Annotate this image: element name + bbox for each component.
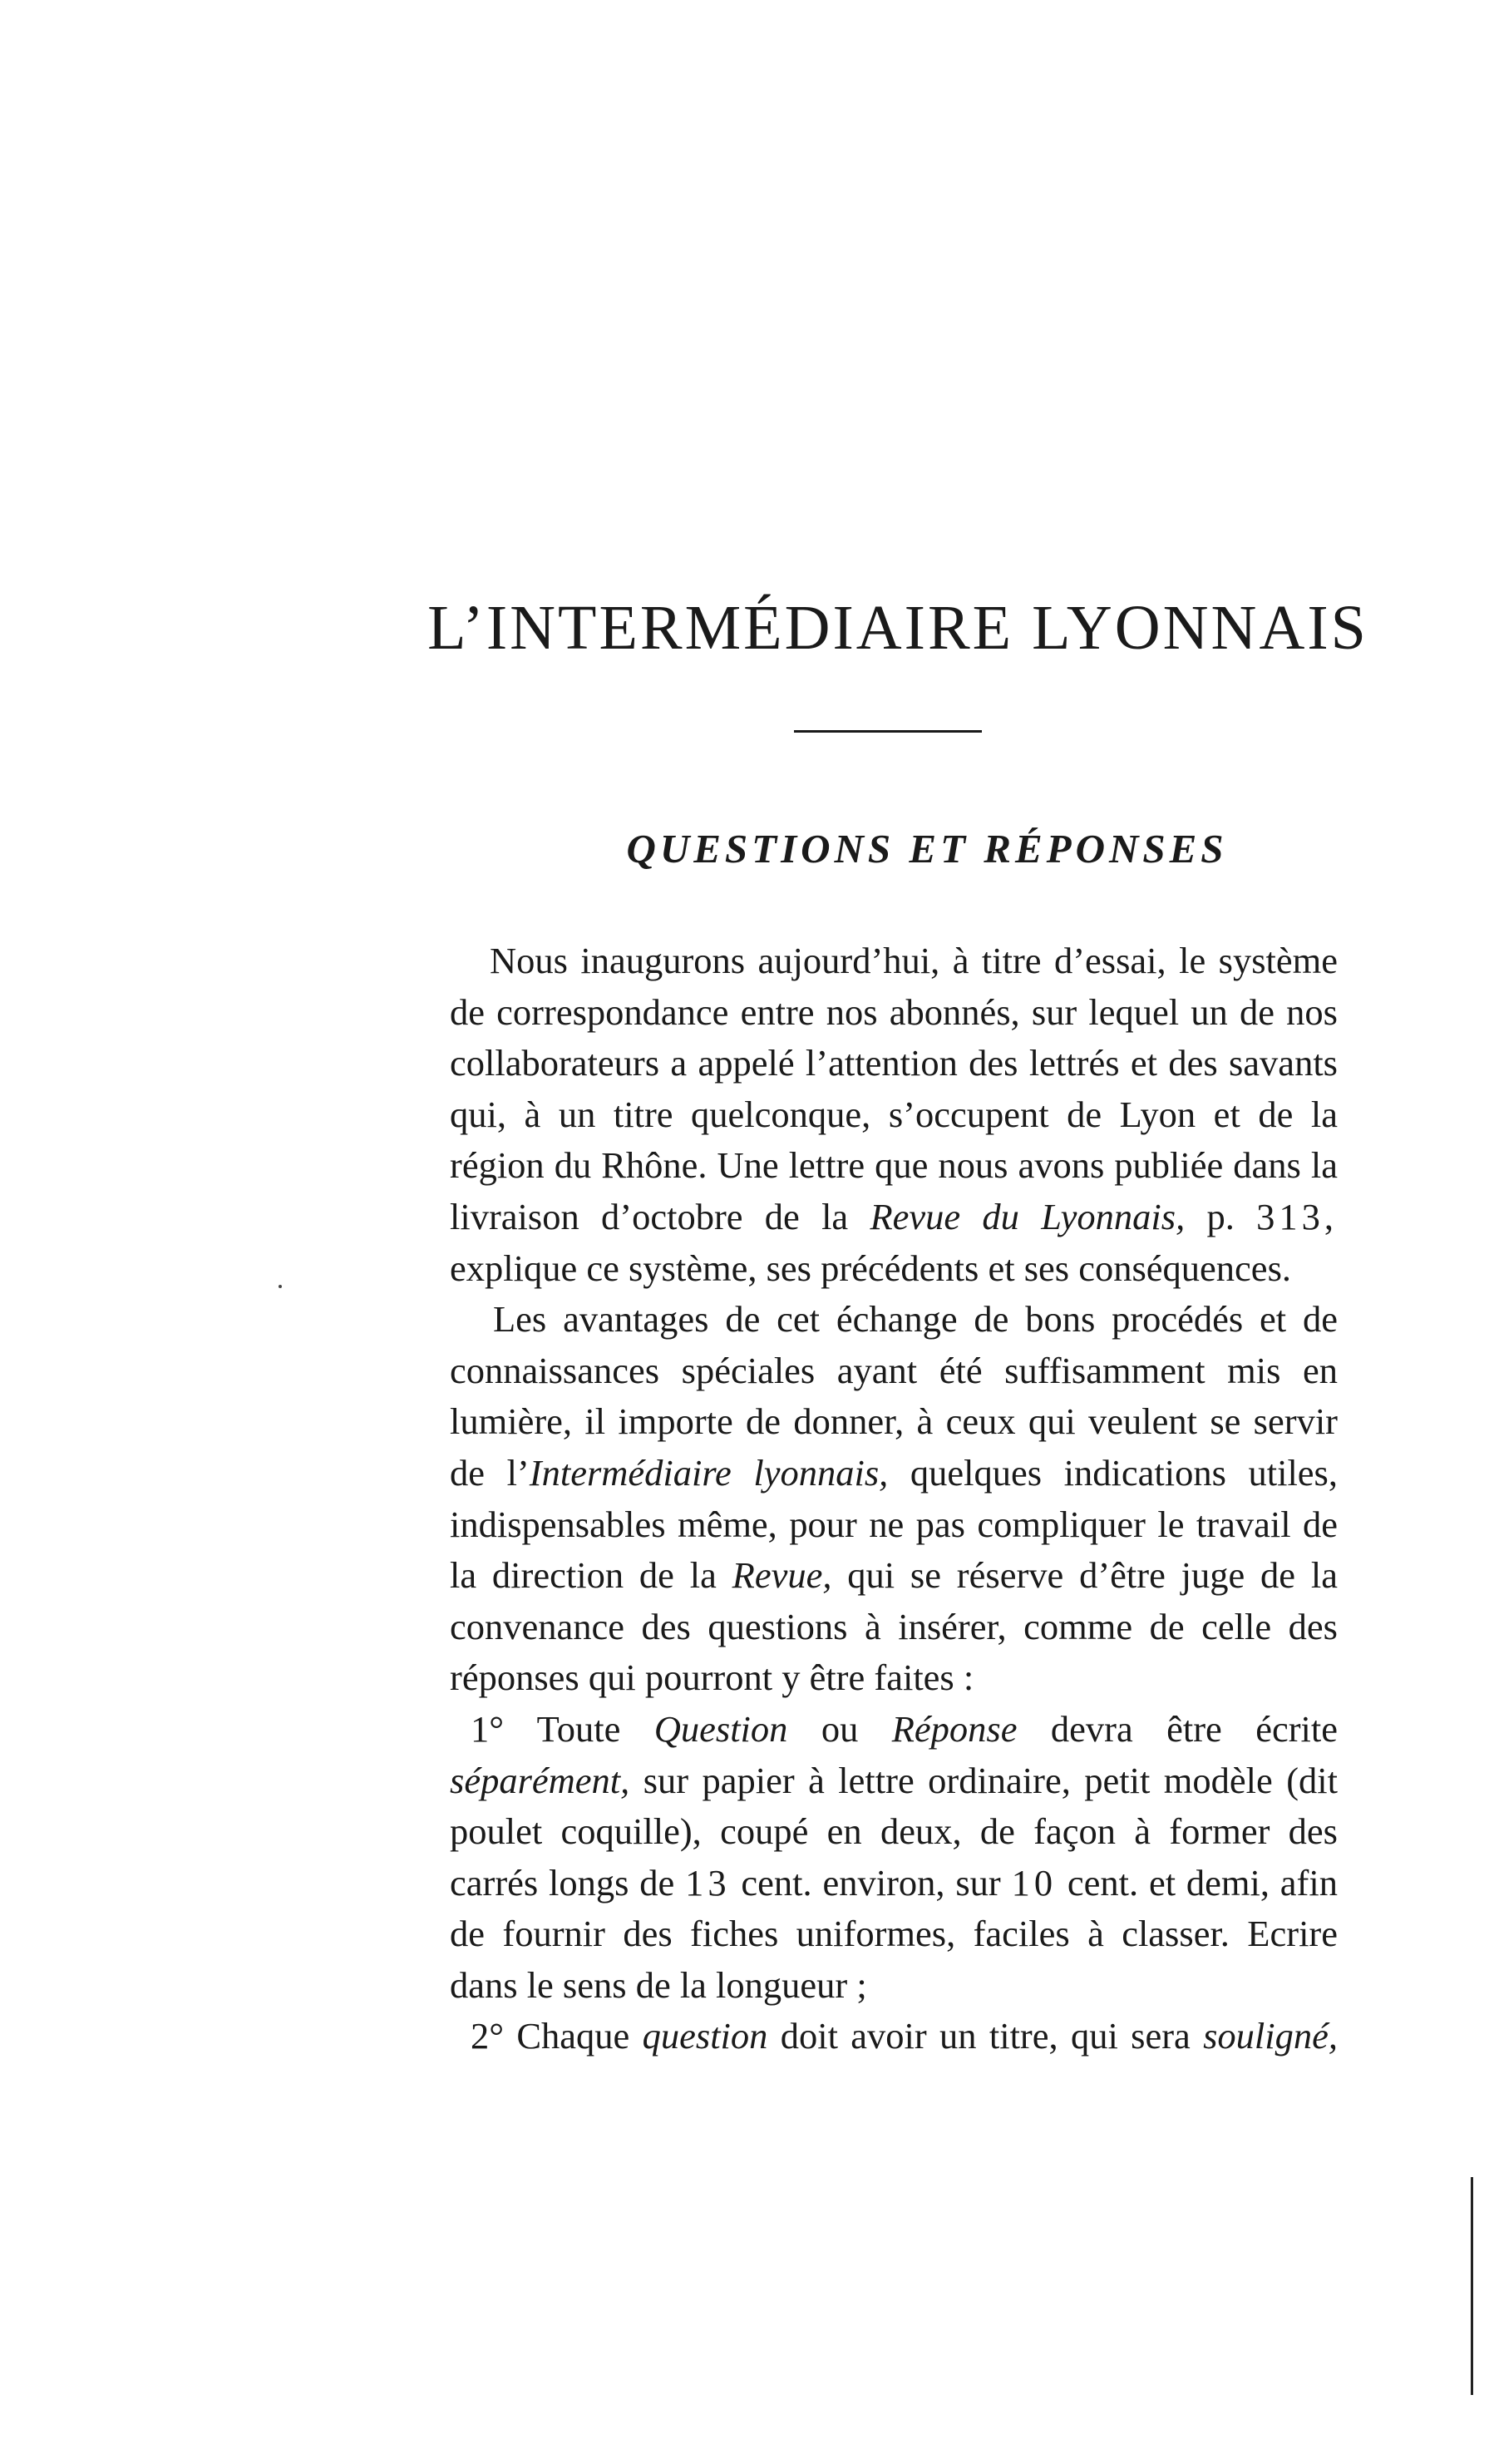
text-run: Toute [504, 1707, 654, 1750]
measure-length: 13 [685, 1861, 731, 1904]
text-run: ou [787, 1707, 892, 1750]
margin-mark [1471, 2177, 1473, 2395]
measure-width: 10 [1011, 1861, 1058, 1904]
text-run: sur papier à lettre ordinaire, petit modèle (dit poulet coquille), coupé en deux, de façon à former des carrés longs de [450, 1759, 1338, 1904]
emphasis-question: question [642, 2015, 768, 2057]
text-run: Nous inaugurons aujourd’hui, à titre d’essai, le système de correspondance entre nos abonnés, sur lequel un de nos collaborateurs a appelé l’attention des lettrés et des savants qui, à un titre quelconque, s’occupent de Lyon et de la région du Rhône. Une lettre que nous avons publiée dans la livraison d’octobre de la [450, 940, 1338, 1237]
list-number: 2° [471, 2015, 505, 2057]
text-run: quelques indications utiles, indispensables même, pour ne pas compliquer le travail de la direction de la [450, 1451, 1338, 1597]
text-run: cent. environ, sur [730, 1861, 1012, 1904]
publication-name: Intermédiaire lyonnais, [529, 1451, 889, 1494]
ink-speck [279, 1285, 282, 1288]
list-number: 1° [471, 1707, 505, 1750]
text-run: Chaque [504, 2015, 643, 2057]
text-run: qui se réserve d’être juge de la convenance des questions à insérer, comme de celle des réponses qui pourront y être faites : [450, 1554, 1338, 1699]
page-title: L’INTERMÉDIAIRE LYONNAIS [427, 593, 1368, 663]
paragraph-introduction [450, 936, 1338, 1294]
text-run: devra être écrite [1017, 1707, 1339, 1750]
journal-title-reference: Revue du Lyonnais, [870, 1195, 1186, 1237]
text-run: Les avantages de cet échange de bons procédés et de connaissances spéciales ayant été suffisamment mis en lumière, il importe de donner, à ceux qui veulent se servir de l’ [450, 1298, 1338, 1494]
text-run: cent. et demi, afin de fournir des fiches uniformes, faciles à classer. Ecrire dans le sens de la longueur ; [450, 1861, 1338, 2006]
emphasis-souligne: souligné, [1203, 2015, 1339, 2057]
paragraph-advantages [450, 1294, 1338, 1704]
text-run: doit avoir un titre, qui sera [767, 2015, 1204, 2057]
title-divider [794, 730, 982, 733]
emphasis-question: Question [653, 1707, 788, 1750]
text-run: explique ce système, ses précédents et ses conséquences. [450, 1247, 1292, 1289]
page-reference: 313, [1256, 1195, 1339, 1237]
list-item-2 [450, 2011, 1338, 2062]
emphasis-separement: séparément, [450, 1759, 630, 1801]
revue-reference: Revue, [732, 1554, 832, 1597]
emphasis-reponse: Réponse [891, 1707, 1018, 1750]
text-run: p. [1185, 1195, 1257, 1237]
section-title: QUESTIONS ET RÉPONSES [626, 826, 1228, 872]
list-item-1 [450, 1704, 1338, 2012]
article-body [450, 936, 1338, 2062]
